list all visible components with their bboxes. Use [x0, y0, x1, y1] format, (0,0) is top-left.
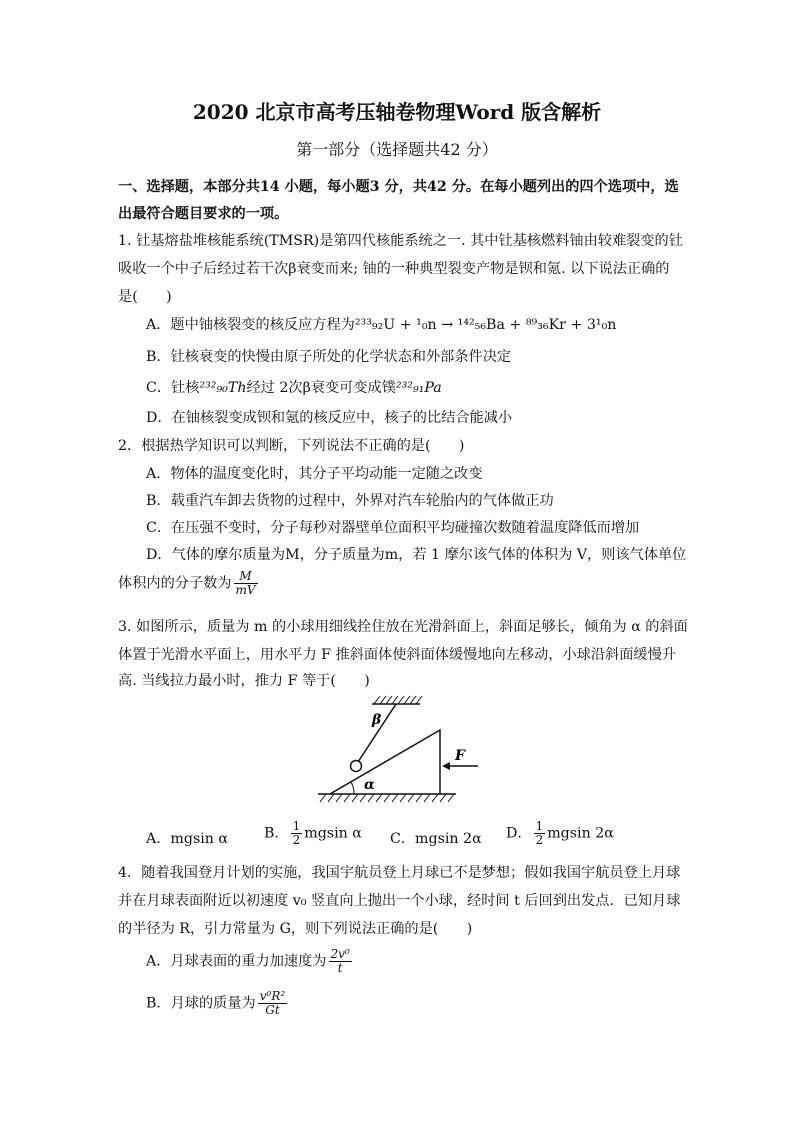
q3-option-b[interactable]: [264, 820, 362, 847]
q3-option-d-fraction-den: 2: [535, 833, 544, 847]
q3-stem-line1: 3. 如图所示，质量为 m 的小球用细线拴住放在光滑斜面上，斜面足够长，倾角为 α 的斜面: [118, 619, 688, 635]
q2-option-b[interactable]: B．载重汽车卸去货物的过程中，外界对汽车轮胎内的气体做正功: [146, 493, 554, 509]
q2-fraction: [234, 570, 258, 597]
q2-option-d-cont-text: 体积内的分子数为: [118, 575, 232, 592]
incline-body: [330, 730, 440, 794]
section-instruction: 一、选择题，本部分共14 小题，每小题3 分，共42 分。在每小题列出的四个选项中，选: [118, 179, 679, 195]
q4-option-b[interactable]: [146, 990, 289, 1017]
q4-option-a-fraction: [329, 948, 352, 975]
q1-option-c-mid: 经过 2次β衰变可变成镤: [246, 380, 396, 396]
q3-stem-line2: 体置于光滑水平面上，用水平力 F 推斜面体使斜面体缓慢地向左移动，小球沿斜面缓慢升: [118, 647, 676, 663]
q3-option-b-fraction-den: 2: [292, 833, 301, 847]
q4-option-b-fraction: [258, 990, 287, 1017]
q4-option-b-text: B．月球的质量为: [146, 995, 256, 1012]
q3-stem-line3: 高. 当线拉力最小时，推力 F 等于( ): [118, 673, 370, 689]
q1-stem-line1: 1. 钍基熔盐堆核能系统(TMSR)是第四代核能系统之一. 其中钍基核燃料铀由较难裂变的钍: [118, 233, 683, 249]
q1-option-a-text: A．题中铀核裂变的核反应方程为: [146, 317, 355, 333]
q1-option-c-prefix: C．钍核: [146, 380, 200, 396]
section-instruction-cont: 出最符合题目要求的一项。: [118, 206, 289, 222]
q1-option-c-thorium: ²³²₉₀Th: [199, 380, 247, 396]
force-arrowhead: [442, 762, 450, 770]
q3-option-d-fraction: [534, 820, 546, 847]
q2-option-d[interactable]: D．气体的摩尔质量为M，分子质量为m，若 1 摩尔该气体的体积为 V，则该气体单位: [146, 547, 687, 563]
q2-option-a[interactable]: A．物体的温度变化时，其分子平均动能一定随之改变: [146, 466, 483, 482]
q4-option-b-den: Gt: [265, 1003, 280, 1017]
page-title: 2020 北京市高考压轴卷物理Word 版含解析: [192, 100, 602, 124]
q4-stem-line2: 并在月球表面附近以初速度 v₀ 竖直向上抛出一个小球，经时间 t 后回到出发点．已知月球: [118, 893, 681, 909]
q3-option-d-label: D．: [506, 825, 532, 842]
q4-stem-line1: 4．随着我国登月计划的实施，我国宇航员登上月球已不是梦想；假如我国宇航员登上月球: [118, 865, 681, 881]
q2-option-d-cont: [118, 570, 260, 597]
q4-option-a-den: t: [337, 961, 343, 975]
q2-stem: 2．根据热学知识可以判断，下列说法不正确的是( ): [118, 438, 465, 454]
q4-option-a[interactable]: [146, 948, 354, 975]
q4-stem-line3: 的半径为 R，引力常量为 G，则下列说法正确的是( ): [118, 921, 473, 937]
q1-stem-line2: 吸收一个中子后经过若干次β衰变而来; 铀的一种典型裂变产物是钡和氪. 以下说法正确的: [118, 261, 670, 277]
q2-fraction-numerator: M: [234, 570, 258, 584]
q2-fraction-denominator: mV: [235, 583, 256, 597]
q4-option-a-num: 2v⁰: [330, 947, 350, 961]
alpha-label: α: [364, 777, 375, 793]
q3-option-d[interactable]: [506, 820, 614, 847]
q1-option-b[interactable]: B．钍核衰变的快慢由原子所处的化学状态和外部条件决定: [146, 349, 512, 365]
q3-option-b-fraction-num: 1: [292, 819, 301, 833]
q1-option-a-equation: ²³³₉₂U + ¹₀n → ¹⁴²₅₆Ba + ⁸⁹₃₆Kr + 3¹₀n: [354, 317, 617, 333]
incline-figure: [310, 690, 490, 810]
force-label: F: [455, 748, 465, 764]
q3-option-b-text: mgsin α: [304, 825, 362, 842]
ceiling-hatch: [374, 696, 422, 704]
ball: [351, 761, 362, 772]
q3-option-d-text: mgsin 2α: [547, 825, 614, 842]
q2-option-c[interactable]: C．在压强不变时，分子每秒对器壁单位面积平均碰撞次数随着温度降低而增加: [146, 520, 640, 536]
q1-option-c[interactable]: [146, 377, 442, 397]
q4-option-a-text: A．月球表面的重力加速度为: [146, 953, 327, 970]
q1-option-a[interactable]: [146, 314, 616, 334]
q4-option-b-num: v⁰R²: [259, 989, 286, 1003]
q3-option-d-fraction-num: 1: [535, 819, 544, 833]
q3-option-c[interactable]: C．mgsin 2α: [390, 831, 482, 847]
q3-option-b-fraction: [291, 820, 303, 847]
q3-option-a[interactable]: A．mgsin α: [146, 831, 229, 847]
beta-label: β: [372, 712, 382, 728]
q1-option-d[interactable]: D．在铀核裂变成钡和氪的核反应中，核子的比结合能减小: [146, 410, 513, 426]
alpha-arc: [351, 782, 354, 794]
q1-option-c-protactinium: ²³²₉₁Pa: [395, 380, 442, 396]
part-heading: 第一部分（选择题共42 分）: [296, 140, 498, 159]
q3-option-b-label: B．: [264, 825, 289, 842]
ground-hatch: [320, 794, 454, 802]
q1-stem-line3: 是( ): [118, 289, 172, 305]
